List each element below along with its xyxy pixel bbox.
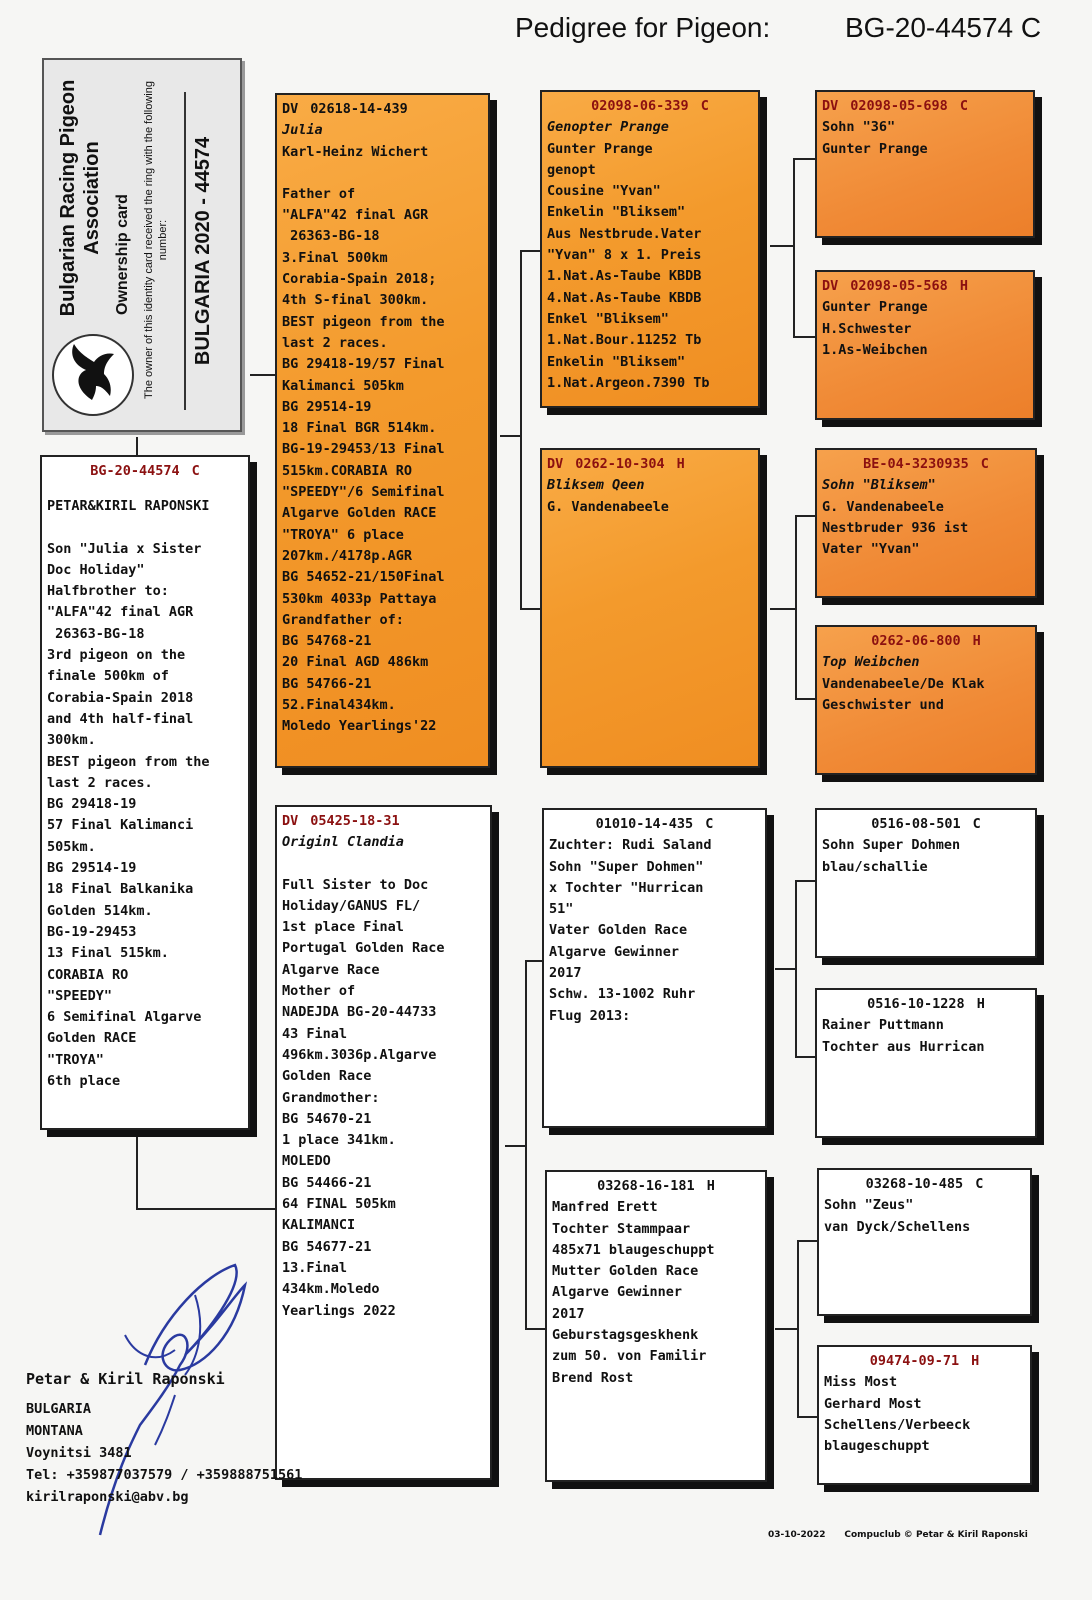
connector	[520, 250, 540, 252]
subject-box	[40, 455, 250, 1130]
ddd-line: Schellens/Verbeeck	[824, 1416, 971, 1433]
sire-box	[275, 93, 490, 768]
ss-line: 4.Nat.As-Taube KBDB	[547, 289, 702, 306]
sire-line: "TROYA" 6 place	[282, 526, 404, 543]
subject-lines	[47, 539, 243, 1093]
title-label: Pedigree for Pigeon:	[515, 12, 771, 43]
owner-city: Voynitsi 3481	[26, 1445, 132, 1461]
sdd-line: Vandenabeele/De Klak	[822, 675, 985, 692]
dam-line: Portugal Golden Race	[282, 940, 445, 957]
ssd-prefix: DV	[822, 278, 839, 294]
dss-header	[822, 814, 1030, 835]
owner-country: BULGARIA	[26, 1401, 92, 1417]
ss-line: Cousine "Yvan"	[547, 183, 661, 200]
owner-email: kirilraponski@abv.bg	[26, 1489, 189, 1505]
ds-line: Schw. 13-1002 Ruhr	[549, 986, 696, 1003]
sire-line: last 2 races.	[282, 334, 388, 351]
association-name: Bulgarian Racing Pigeon Association	[57, 79, 103, 317]
owner-name: Petar & Kiril Raponski	[26, 1370, 225, 1388]
ss-header	[547, 96, 753, 117]
ds-header	[549, 814, 760, 835]
subject-line: Halfbrother to:	[47, 583, 169, 600]
dd-line: 485x71 blaugeschuppt	[552, 1241, 715, 1258]
ssd-sex: H	[959, 278, 968, 294]
connector	[525, 960, 543, 962]
sire-line: BG 54766-21	[282, 675, 372, 692]
ds-line: Vater Golden Race	[549, 922, 688, 939]
sire-line: BG 29418-19/57 Final	[282, 356, 445, 373]
connector	[795, 880, 817, 882]
sds-box	[815, 448, 1037, 598]
dam-line: Full Sister to Doc	[282, 876, 429, 893]
sire-line: BG 29514-19	[282, 398, 372, 415]
ssd-ring: 02098-05-568	[850, 278, 948, 294]
sire-line: Moledo Yearlings'22	[282, 718, 437, 735]
sd-prefix: DV	[547, 456, 564, 472]
dam-line: KALIMANCI	[282, 1217, 356, 1234]
sd-sex: H	[676, 456, 685, 472]
subject-line: CORABIA RO	[47, 966, 129, 983]
dam-line: Mother of	[282, 983, 356, 1000]
sire-breeder: Karl-Heinz Wichert	[282, 143, 429, 160]
sds-header	[822, 454, 1030, 475]
sds-sex: C	[980, 456, 989, 472]
subject-line: "ALFA"42 final AGR	[47, 604, 194, 621]
pigeon-logo-icon	[52, 334, 134, 416]
dam-line: BG 54466-21	[282, 1174, 372, 1191]
sire-line: Father of	[282, 185, 356, 202]
dam-prefix: DV	[282, 813, 299, 829]
subject-line: "TROYA"	[47, 1051, 104, 1068]
subject-line: BEST pigeon from the	[47, 753, 210, 770]
dam-line: 13.Final	[282, 1259, 348, 1276]
dam-line: 1 place 341km.	[282, 1132, 396, 1149]
sire-line: Corabia-Spain 2018;	[282, 271, 437, 288]
connector	[250, 374, 275, 376]
ss-line: 1.Nat.Bour.11252 Tb	[547, 332, 702, 349]
subject-line: last 2 races.	[47, 774, 153, 791]
owner-region: MONTANA	[26, 1423, 83, 1439]
sire-line: 4th S-final 300km.	[282, 292, 429, 309]
dd-line: 2017	[552, 1305, 585, 1322]
owner-tel: Tel: +359877037579 / +359888751561	[26, 1467, 303, 1483]
sdd-line: Geschwister und	[822, 696, 944, 713]
subject-line: BG-19-29453	[47, 923, 137, 940]
sd-line: G. Vandenabeele	[547, 498, 669, 515]
sire-line: 515km.CORABIA RO	[282, 462, 413, 479]
dam-line: MOLEDO	[282, 1153, 331, 1170]
sdd-header	[822, 631, 1030, 652]
page-title	[515, 12, 1042, 44]
sire-line: Grandfather of:	[282, 611, 404, 628]
sire-line: BG 54652-21/150Final	[282, 569, 445, 586]
sd-ring: 0262-10-304	[575, 456, 665, 472]
connector	[797, 1240, 799, 1418]
dam-line: 64 FINAL 505km	[282, 1196, 396, 1213]
subject-line: 13 Final 515km.	[47, 945, 169, 962]
ss-line: 1.Nat.As-Taube KBDB	[547, 268, 702, 285]
ss-line: Enkel "Bliksem"	[547, 310, 669, 327]
dam-line: 496km.3036p.Algarve	[282, 1046, 437, 1063]
sds-ring: BE-04-3230935	[863, 456, 969, 472]
connector	[775, 1328, 797, 1330]
dam-line: BG 54677-21	[282, 1238, 372, 1255]
connector	[793, 336, 815, 338]
sire-sire-box	[540, 90, 760, 408]
subject-line: BG 29514-19	[47, 860, 137, 877]
sire-line: 207km./4178p.AGR	[282, 547, 413, 564]
sire-line: 26363-BG-18	[282, 228, 380, 245]
subject-line: "SPEEDY"	[47, 987, 113, 1004]
sss-sex: C	[959, 98, 968, 114]
dd-line: Mutter Golden Race	[552, 1263, 699, 1280]
dam-name: Originl Clandia	[282, 834, 404, 851]
connector	[520, 608, 542, 610]
dd-line: Brend Rost	[552, 1369, 634, 1386]
sire-header	[282, 99, 483, 120]
ddd-box	[817, 1345, 1032, 1485]
connector	[795, 880, 797, 1058]
ssd-line: Gunter Prange	[822, 299, 928, 316]
ssd-line: H.Schwester	[822, 320, 912, 337]
dd-line: Tochter Stammpaar	[552, 1220, 691, 1237]
sds-line: G. Vandenabeele	[822, 498, 944, 515]
ds-line: Flug 2013:	[549, 1007, 631, 1024]
connector	[795, 515, 797, 700]
sdd-box	[815, 625, 1037, 775]
dss-ring: 0516-08-501	[871, 816, 961, 832]
dam-line: 434km.Moledo	[282, 1281, 380, 1298]
connector	[136, 1130, 138, 1210]
ss-line: Genopter Prange	[547, 119, 669, 136]
sire-name: Julia	[282, 122, 323, 139]
sss-ring: 02098-05-698	[850, 98, 948, 114]
subject-line: 6th place	[47, 1073, 121, 1090]
subject-line: 18 Final Balkanika	[47, 881, 194, 898]
dsd-line: Rainer Puttmann	[822, 1017, 944, 1034]
ds-ring: 01010-14-435	[595, 816, 694, 832]
ds-line: 51"	[549, 901, 574, 918]
sds-line: Sohn "Bliksem"	[822, 477, 936, 494]
ss-line: Aus Nestbrude.Vater	[547, 225, 702, 242]
ds-line: 2017	[549, 965, 582, 982]
dds-ring: 03268-10-485	[865, 1176, 964, 1192]
footer	[768, 1530, 1028, 1540]
subject-line: BG 29418-19	[47, 796, 137, 813]
ds-line: Sohn "Super Dohmen"	[549, 858, 704, 875]
ssd-box	[815, 270, 1035, 420]
subject-line: Son "Julia x Sister	[47, 540, 202, 557]
footer-date: 03-10-2022	[768, 1530, 826, 1540]
dam-line: 1st place Final	[282, 919, 404, 936]
sire-line: Kalimanci 505km	[282, 377, 404, 394]
dd-ring: 03268-16-181	[597, 1178, 695, 1194]
ds-line: Zuchter: Rudi Saland	[549, 837, 712, 854]
dam-header	[282, 811, 485, 832]
subject-owner: PETAR&KIRIL RAPONSKI	[47, 498, 210, 515]
ddd-line: blaugeschuppt	[824, 1438, 930, 1455]
ss-line: 1.Nat.Argeon.7390 Tb	[547, 374, 710, 391]
subject-line: finale 500km of	[47, 668, 169, 685]
ss-line: "Yvan" 8 x 1. Preis	[547, 247, 702, 264]
sire-line: "SPEEDY"/6 Semifinal	[282, 484, 445, 501]
ss-line: genopt	[547, 161, 596, 178]
connector	[770, 608, 795, 610]
subject-line: 26363-BG-18	[47, 625, 145, 642]
dss-box	[815, 808, 1037, 958]
subject-line: 300km.	[47, 732, 96, 749]
subject-line: Corabia-Spain 2018	[47, 689, 194, 706]
connector	[136, 437, 138, 455]
connector	[795, 698, 815, 700]
sdd-ring: 0262-06-800	[871, 633, 961, 649]
ss-sex: C	[700, 98, 709, 114]
subject-line: 6 Semifinal Algarve	[47, 1009, 202, 1026]
dam-ring: 05425-18-31	[310, 813, 400, 829]
dds-box	[817, 1168, 1032, 1316]
ds-line: x Tochter "Hurrican	[549, 879, 704, 896]
dd-line: Algarve Gewinner	[552, 1284, 683, 1301]
subject-line: 505km.	[47, 838, 96, 855]
sire-line: 18 Final BGR 514km.	[282, 420, 437, 437]
dd-line: Manfred Erett	[552, 1199, 658, 1216]
ddd-ring: 09474-09-71	[869, 1353, 960, 1369]
dam-line: Yearlings 2022	[282, 1302, 396, 1319]
dds-line: van Dyck/Schellens	[824, 1218, 971, 1235]
dam-line: Grandmother:	[282, 1089, 380, 1106]
dsd-ring: 0516-10-1228	[867, 996, 965, 1012]
subject-line: 57 Final Kalimanci	[47, 817, 194, 834]
sire-line: BG-19-29453/13 Final	[282, 441, 445, 458]
dsd-sex: H	[976, 996, 985, 1012]
ssd-header	[822, 276, 1028, 297]
dd-header	[552, 1176, 760, 1197]
dam-line: 43 Final	[282, 1025, 348, 1042]
sire-line: "ALFA"42 final AGR	[282, 207, 429, 224]
sss-line: Sohn "36"	[822, 119, 896, 136]
subject-line: Golden 514km.	[47, 902, 153, 919]
dam-line: Holiday/GANUS FL/	[282, 897, 421, 914]
sd-header	[547, 454, 753, 475]
connector	[525, 1328, 545, 1330]
dss-line: blau/schallie	[822, 858, 928, 875]
sdd-line: Top Weibchen	[822, 654, 920, 671]
dam-sire-box	[542, 808, 767, 1128]
connector	[770, 245, 793, 247]
dd-line: zum 50. von Familir	[552, 1348, 707, 1365]
connector	[500, 435, 520, 437]
dam-line: Golden Race	[282, 1068, 372, 1085]
subject-line: 3rd pigeon on the	[47, 647, 186, 664]
dds-header	[824, 1174, 1025, 1195]
subject-header	[47, 461, 243, 482]
sire-line: Algarve Golden RACE	[282, 505, 437, 522]
dsd-header	[822, 994, 1030, 1015]
sss-line: Gunter Prange	[822, 140, 928, 157]
ds-sex: C	[705, 816, 714, 832]
connector	[797, 1416, 817, 1418]
ss-ring: 02098-06-339	[591, 98, 689, 114]
subject-line: Doc Holiday"	[47, 561, 145, 578]
title-ring: BG-20-44574 C	[845, 12, 1042, 43]
ddd-line: Miss Most	[824, 1374, 898, 1391]
subject-line: and 4th half-final	[47, 710, 194, 727]
sss-prefix: DV	[822, 98, 839, 114]
sire-ring: 02618-14-439	[310, 101, 408, 117]
dd-line: Geburstagsgeskhenk	[552, 1327, 699, 1344]
ownership-card	[42, 58, 242, 432]
ddd-sex: H	[971, 1353, 980, 1369]
sds-line: Nestbruder 936 ist	[822, 519, 969, 536]
sss-header	[822, 96, 1028, 117]
dam-line: Algarve Race	[282, 961, 380, 978]
connector	[795, 1056, 817, 1058]
connector	[793, 158, 795, 338]
ds-line: Algarve Gewinner	[549, 943, 680, 960]
dsd-line: Tochter aus Hurrican	[822, 1038, 985, 1055]
dam-line: BG 54670-21	[282, 1110, 372, 1127]
sire-line: BG 54768-21	[282, 633, 372, 650]
ddd-line: Gerhard Most	[824, 1395, 922, 1412]
connector	[505, 1145, 525, 1147]
dds-line: Sohn "Zeus"	[824, 1197, 914, 1214]
ss-line: Gunter Prange	[547, 140, 653, 157]
ssd-line: 1.As-Weibchen	[822, 341, 928, 358]
sire-line: 20 Final AGD 486km	[282, 654, 429, 671]
sire-lines	[282, 184, 483, 738]
ddd-header	[824, 1351, 1025, 1372]
sd-line: Bliksem Qeen	[547, 477, 645, 494]
dss-line: Sohn Super Dohmen	[822, 837, 961, 854]
ss-line: Enkelin "Bliksem"	[547, 204, 686, 221]
sire-line: 530km 4033p Pattaya	[282, 590, 437, 607]
connector	[793, 158, 815, 160]
sdd-sex: H	[972, 633, 981, 649]
ss-line: Enkelin "Bliksem"	[547, 353, 686, 370]
sire-dam-box	[540, 448, 760, 768]
dd-sex: H	[706, 1178, 715, 1194]
subject-line: Golden RACE	[47, 1030, 137, 1047]
connector	[795, 515, 815, 517]
connector	[525, 960, 527, 1330]
subject-sex: C	[191, 463, 200, 479]
sire-line: 3.Final 500km	[282, 249, 388, 266]
subject-ring: BG-20-44574	[90, 463, 180, 479]
connector	[775, 968, 795, 970]
connector	[797, 1240, 817, 1242]
card-text: The owner of this identity card received the ring with the following number:	[143, 81, 169, 399]
card-number: BULGARIA 2020 - 44574	[184, 92, 215, 410]
dds-sex: C	[975, 1176, 984, 1192]
sire-prefix: DV	[282, 101, 299, 117]
sds-line: Vater "Yvan"	[822, 541, 920, 558]
sss-box	[815, 90, 1035, 238]
owner-info	[26, 1368, 302, 1508]
dam-dam-box	[545, 1170, 767, 1482]
sire-line: 52.Final434km.	[282, 697, 396, 714]
dsd-box	[815, 988, 1037, 1138]
sire-line: BEST pigeon from the	[282, 313, 445, 330]
footer-credit: Compuclub © Petar & Kiril Raponski	[844, 1530, 1028, 1540]
dam-line: NADEJDA BG-20-44733	[282, 1004, 437, 1021]
connector	[136, 1208, 276, 1210]
connector	[520, 250, 522, 610]
card-heading: Ownership card	[114, 194, 131, 315]
dss-sex: C	[972, 816, 981, 832]
